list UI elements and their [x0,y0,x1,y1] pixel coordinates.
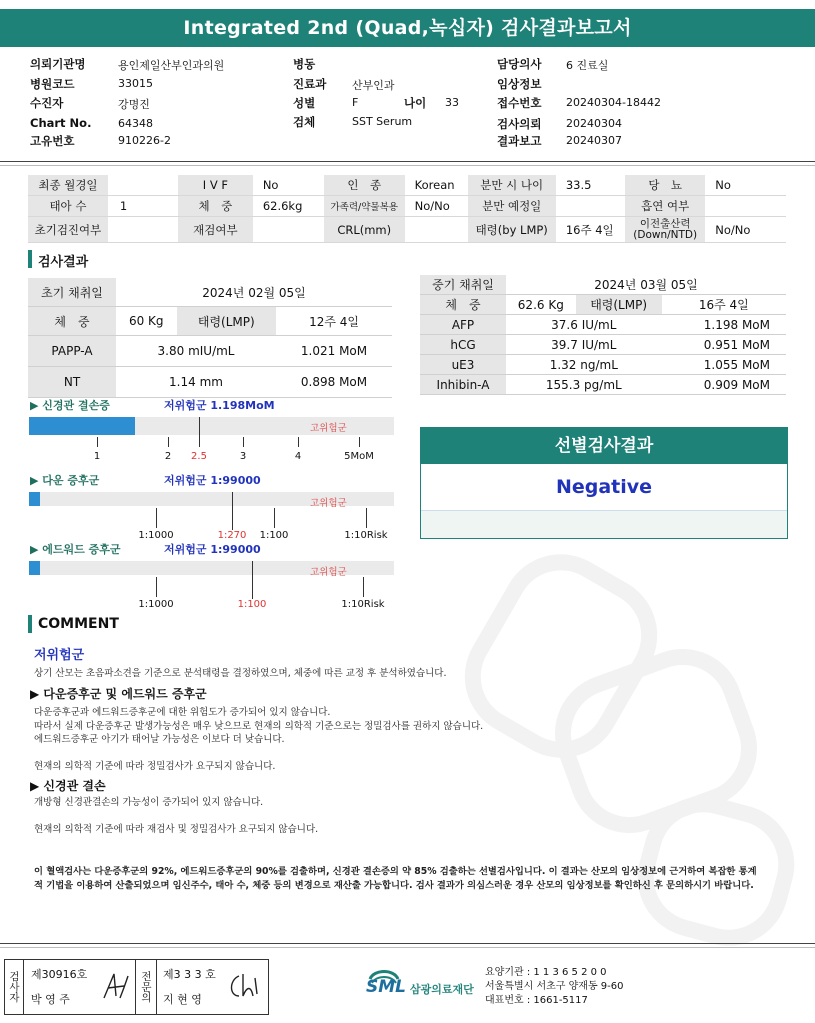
info-value [556,196,625,217]
header-value: 64348 [118,117,153,130]
risk-tick [359,437,360,447]
signature-box [4,959,269,1015]
risk-tick [366,508,367,528]
info-value: Korean [405,175,468,196]
info-value [108,217,178,243]
risk-tick-label: 1:100 [237,599,267,610]
divider [0,947,815,948]
info-row [28,217,786,243]
info-label: CRL(mm) [324,217,405,243]
inspector-number: 제30916호 [31,968,88,981]
header-label: 고유번호 [30,134,75,148]
marker-name: PAPP-A [28,336,116,367]
risk-tick-label: 1:1000 [138,530,174,541]
screening-result-box [420,427,788,539]
info-value: 1 [108,196,178,217]
down-edward-heading: ▶ 다운증후군 및 에드워드 증후군 [30,687,207,701]
inspector-label: 검사자 [5,960,24,1014]
organization-name: 삼광의료재단 [410,983,474,996]
collection-date: 2024년 02월 05일 [116,278,392,307]
marker-value: 155.3 pg/mL [506,375,662,395]
risk-label: ▶ 에드워드 증후군 [30,543,121,556]
risk-tick-label: 2 [164,451,172,462]
header-value: 20240304-18442 [566,96,661,109]
risk-tick-label: 4 [294,451,302,462]
risk-tick [363,577,364,597]
header-label: 접수번호 [497,96,542,110]
risk-value: 저위험군 1:99000 [164,474,261,487]
header-value: 용인제일산부인과의원 [118,59,225,72]
marker-name: Inhibin-A [420,375,506,395]
weight-value: 62.6 Kg [506,295,576,315]
info-value [705,196,786,217]
risk-bar-fill [29,492,40,506]
divider [0,943,815,944]
weight-row [420,295,786,315]
info-value [253,217,324,243]
info-label: 초기검진여부 [28,217,108,243]
date-label: 중기 채취일 [420,275,506,295]
risk-tick-label: 2.5 [191,451,207,462]
ntd-heading: ▶ 신경관 결손 [30,779,106,793]
header-value: 6 진료실 [566,59,609,72]
marker-name: AFP [420,315,506,335]
high-risk-label: 고위험군 [310,423,347,434]
marker-value: 37.6 IU/mL [506,315,662,335]
risk-tick-label: 1:270 [217,530,247,541]
risk-tick [97,437,98,447]
info-label: 가족력/약물복용 [324,196,405,217]
collection-date: 2024년 03월 05일 [506,275,786,295]
info-label: 최종 월경일 [28,175,108,196]
organization-address: 요양기관 : 1 1 3 6 5 2 0 0 서울특별시 서초구 양재동 9-60 대표번호 : 1661-5117 [485,967,624,1006]
sml-logo-text: SML [366,977,406,997]
header-label: 수진자 [30,96,64,110]
risk-tick-label: 1:100 [259,530,289,541]
high-risk-label: 고위험군 [310,498,347,509]
ga-label: 태령(LMP) [576,295,662,315]
header-value: 20240304 [566,117,622,130]
info-value: No/No [705,217,786,243]
header-label: 진료과 [293,77,327,91]
marker-value: 1.14 mm [116,367,276,398]
info-label: 인 종 [324,175,405,196]
header-label: 임상정보 [497,77,542,91]
screening-result-value: Negative [421,464,787,511]
weight-value: 60 Kg [116,307,177,336]
weight-label: 체 중 [28,307,116,336]
info-label: 태아 수 [28,196,108,217]
header-value: 강명진 [118,98,150,111]
risk-tick [243,437,244,447]
marker-mom: 0.898 MoM [276,367,392,398]
weight-label: 체 중 [420,295,506,315]
second-trimester-table [420,275,786,395]
info-value: No [705,175,786,196]
info-label: 이전출산력 (Down/NTD) [625,217,705,243]
marker-row [420,355,786,375]
specialist-name: 지 현 영 [163,993,202,1006]
down-edward-text: 다운증후군과 에드워드증후군에 대한 위험도가 증가되어 있지 않습니다. 따라서 실제 다운증후군 발생가능성은 매우 낮으므로 현재의 의학적 기준으로는 정밀검사를 권하지 않습니다. 에드워드증후군 아기가 태어날 가능성은 이보다 더 낮습니다. 현재의 의학적 기준에 따라 정밀검사가 요구되지 않습니다. [34,707,484,772]
marker-value: 3.80 mIU/mL [116,336,276,367]
risk-value: 저위험군 1.198MoM [164,399,275,412]
header-value: 33015 [118,77,153,90]
info-label: 분만 예정일 [468,196,556,217]
high-risk-label: 고위험군 [310,567,347,578]
specialist-signature [225,970,261,1002]
age-label: 나이 [404,96,427,110]
specialist-number: 제3 3 3 호 [163,968,216,981]
header-label: 결과보고 [497,134,542,148]
header-label: 의뢰기관명 [30,57,86,71]
risk-tick-label: 1:10Risk [341,599,385,610]
marker-row [420,375,786,395]
weight-row [28,307,392,336]
info-value: 16주 4일 [556,217,625,243]
inspector-signature [100,968,132,1004]
marker-row [420,315,786,335]
info-row [28,175,786,196]
ga-label: 태령(LMP) [177,307,277,336]
marker-mom: 1.055 MoM [662,355,786,375]
sml-logo [364,965,404,1005]
risk-label: ▶ 다운 증후군 [30,474,100,487]
marker-name: hCG [420,335,506,355]
date-row [28,278,392,307]
risk-tick-label: 1:10Risk [344,530,388,541]
header-label: 성별 [293,96,316,110]
risk-tick-label: 1:1000 [138,599,174,610]
risk-tick [168,437,169,447]
marker-name: NT [28,367,116,398]
marker-mom: 0.951 MoM [662,335,786,355]
info-value [108,175,178,196]
section-marker [28,250,32,268]
header-label: 병동 [293,57,316,71]
risk-tick [199,417,200,447]
info-value: No [253,175,324,196]
info-value: No/No [405,196,468,217]
header-label: Chart No. [30,116,92,130]
result-section-title: 검사결과 [38,255,89,270]
header-value: 산부인과 [352,79,395,92]
header-value: SST Serum [352,115,413,128]
risk-bar-fill [29,561,40,575]
date-row [420,275,786,295]
info-label: I V F [178,175,253,196]
marker-mom: 0.909 MoM [662,375,786,395]
info-value: 62.6kg [253,196,324,217]
header-label: 검체 [293,115,316,129]
header-label: 담당의사 [497,57,542,71]
header-label: 병원코드 [30,77,75,91]
info-label: 당 뇨 [625,175,705,196]
risk-tick [252,561,253,599]
risk-tick-label: 3 [239,451,247,462]
age-value: 33 [445,96,459,109]
divider [0,161,815,162]
risk-tick [156,577,157,597]
clinical-info-table [28,175,786,243]
risk-tick-label: 1 [93,451,101,462]
marker-value: 39.7 IU/mL [506,335,662,355]
header-label: 검사의뢰 [497,117,542,131]
info-value: 33.5 [556,175,625,196]
section-marker [28,615,32,633]
header-value: 910226-2 [118,134,171,147]
marker-value: 1.32 ng/mL [506,355,662,375]
risk-tick [298,437,299,447]
report-title: Integrated 2nd (Quad,녹십자) 검사결과보고서 [0,9,815,47]
risk-label: ▶ 신경관 결손증 [30,399,110,412]
ga-value: 12주 4일 [276,307,392,336]
marker-mom: 1.021 MoM [276,336,392,367]
info-row [28,196,786,217]
info-label: 분만 시 나이 [468,175,556,196]
info-label: 태령(by LMP) [468,217,556,243]
low-risk-heading: 저위험군 [34,648,85,663]
risk-value: 저위험군 1:99000 [164,543,261,556]
header-value: F [352,96,359,109]
inspector-name: 박 영 주 [31,993,70,1006]
low-risk-text: 상기 산모는 초음파소견을 기준으로 분석태령을 결정하였으며, 체중에 따른 교정 후 분석하였습니다. [34,668,447,679]
info-value [405,217,468,243]
specialist-label: 전문의 [135,960,157,1014]
marker-row [28,336,392,367]
ntd-text: 개방형 신경관결손의 가능성이 증가되어 있지 않습니다. 현재의 의학적 기준에 따라 재검사 및 정밀검사가 요구되지 않습니다. [34,797,319,835]
marker-row [28,367,392,398]
ga-value: 16주 4일 [662,295,786,315]
risk-tick-label: 5MoM [344,451,374,462]
divider [0,165,815,166]
marker-mom: 1.198 MoM [662,315,786,335]
first-trimester-table [28,278,392,398]
risk-tick [274,508,275,528]
test-note: 이 혈액검사는 다운증후군의 92%, 에드워드증후군의 90%를 검출하며, 신경관 결손증의 약 85% 검출하는 선별검사입니다. 이 결과는 산모의 임상정보에 근거하여 복잡한 통계 적 기법을 이용하여 산출되었으며 임신주수, 태아 수, 체중 등의 변경으로 재산출 가능합니다. 검사 결과가 의심스러운 경우 산모의 임상정보를 확인하신 후 문의하시기 바랍니다. [34,866,757,891]
marker-row [420,335,786,355]
risk-tick [232,492,233,530]
marker-name: uE3 [420,355,506,375]
screening-result-title: 선별검사결과 [421,428,787,464]
risk-bar-fill [29,417,135,435]
header-value: 20240307 [566,134,622,147]
risk-tick [156,508,157,528]
info-label: 재검여부 [178,217,253,243]
date-label: 초기 채취일 [28,278,116,307]
info-label: 체 중 [178,196,253,217]
info-label: 흡연 여부 [625,196,705,217]
comment-title: COMMENT [38,616,119,632]
